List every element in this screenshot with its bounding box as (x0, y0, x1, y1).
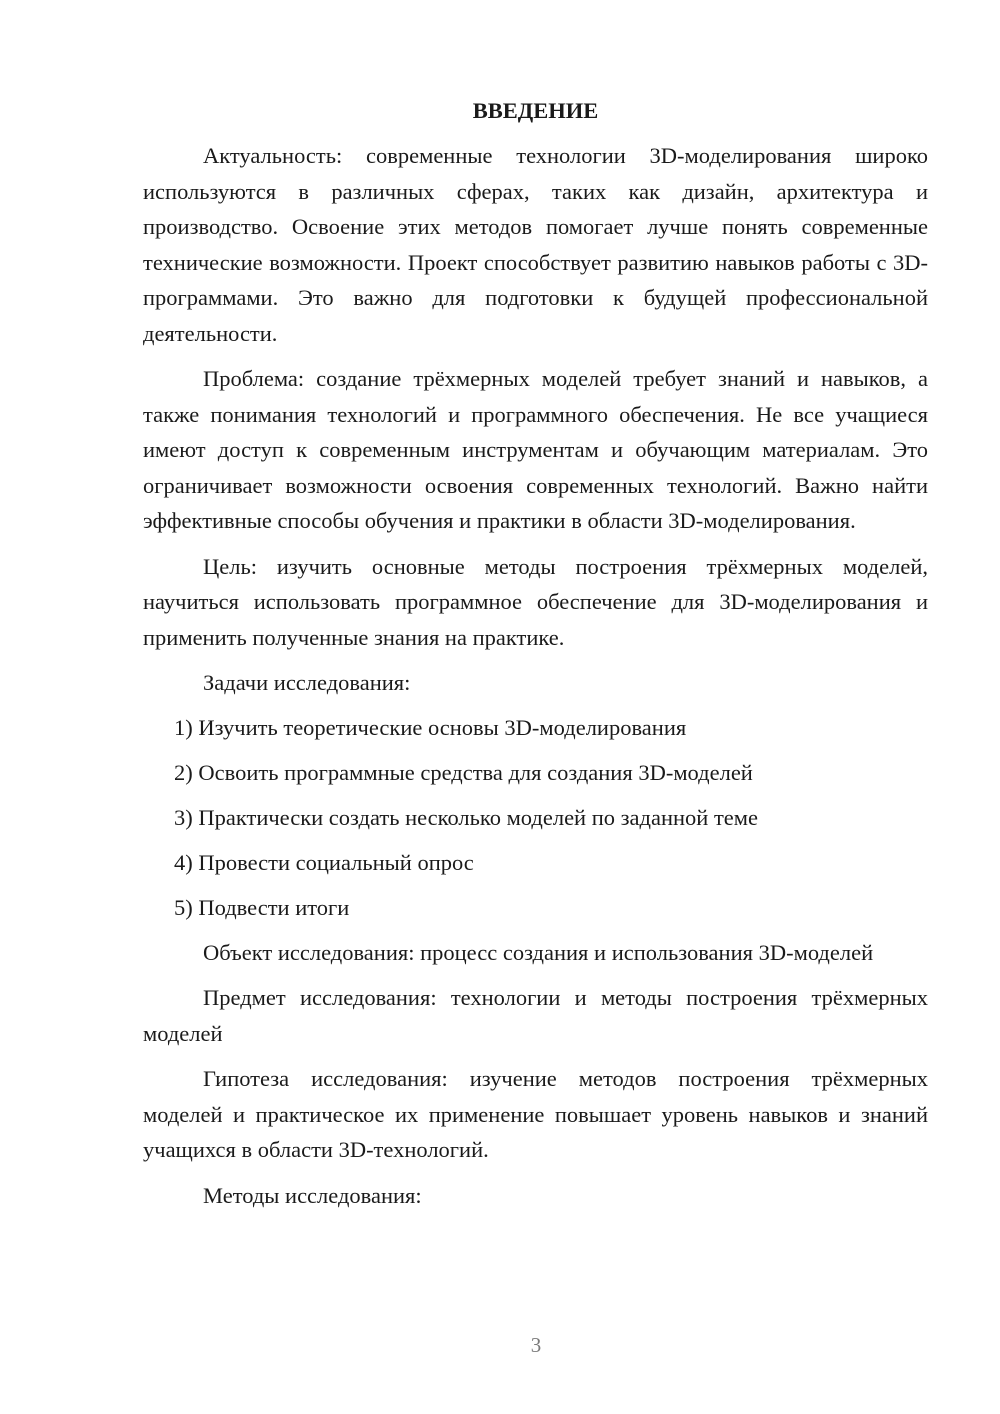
paragraph-goal: Цель: изучить основные методы построения трёхмерных моделей, научиться использовать программное обеспечение для 3D-моделирования и применить полученные знания на практике. (143, 553, 928, 650)
task-item-1: 1) Изучить теоретические основы 3D-моделирования (174, 714, 687, 740)
task-list (143, 710, 928, 926)
task-item-3: 3) Практически создать несколько моделей по заданной теме (174, 804, 758, 830)
paragraph-hypothesis: Гипотеза исследования: изучение методов построения трёхмерных моделей и практическое их применение повышает уровень навыков и знаний учащихся в области 3D-технологий. (143, 1066, 928, 1162)
paragraph-problem: Проблема: создание трёхмерных моделей требует знаний и навыков, а также понимания технологий и программного обеспечения. Не все учащиеся имеют доступ к современным инструментам и обучающим материалам. Это ограничивает возможности освоения современных технологий. Важно найти эффективные способы обучения и практики в области 3D-моделирования. (143, 366, 928, 533)
tasks-title: Задачи исследования: (203, 670, 411, 695)
task-item-2: 2) Освоить программные средства для создания 3D-моделей (174, 759, 753, 785)
paragraph-relevance: Актуальность: современные технологии 3D-моделирования широко используются в различных сферах, таких как дизайн, архитектура и производство. Освоение этих методов помогает лучше понять современные технические возможности. Проект способствует развитию навыков работы с 3D-программами. Это важно для подготовки к будущей профессиональной деятельности. (143, 143, 928, 346)
paragraph-object: Объект исследования: процесс создания и использования 3D-моделей (203, 939, 874, 965)
page-number: 3 (530, 1333, 542, 1357)
page-content (143, 95, 928, 1223)
task-item-4: 4) Провести социальный опрос (174, 849, 474, 875)
task-item-5: 5) Подвести итоги (174, 894, 350, 920)
paragraph-methods: Методы исследования: (203, 1182, 422, 1208)
section-heading: ВВЕДЕНИЕ (472, 98, 599, 123)
paragraph-subject: Предмет исследования: технологии и методы построения трёхмерных моделей (143, 985, 928, 1046)
